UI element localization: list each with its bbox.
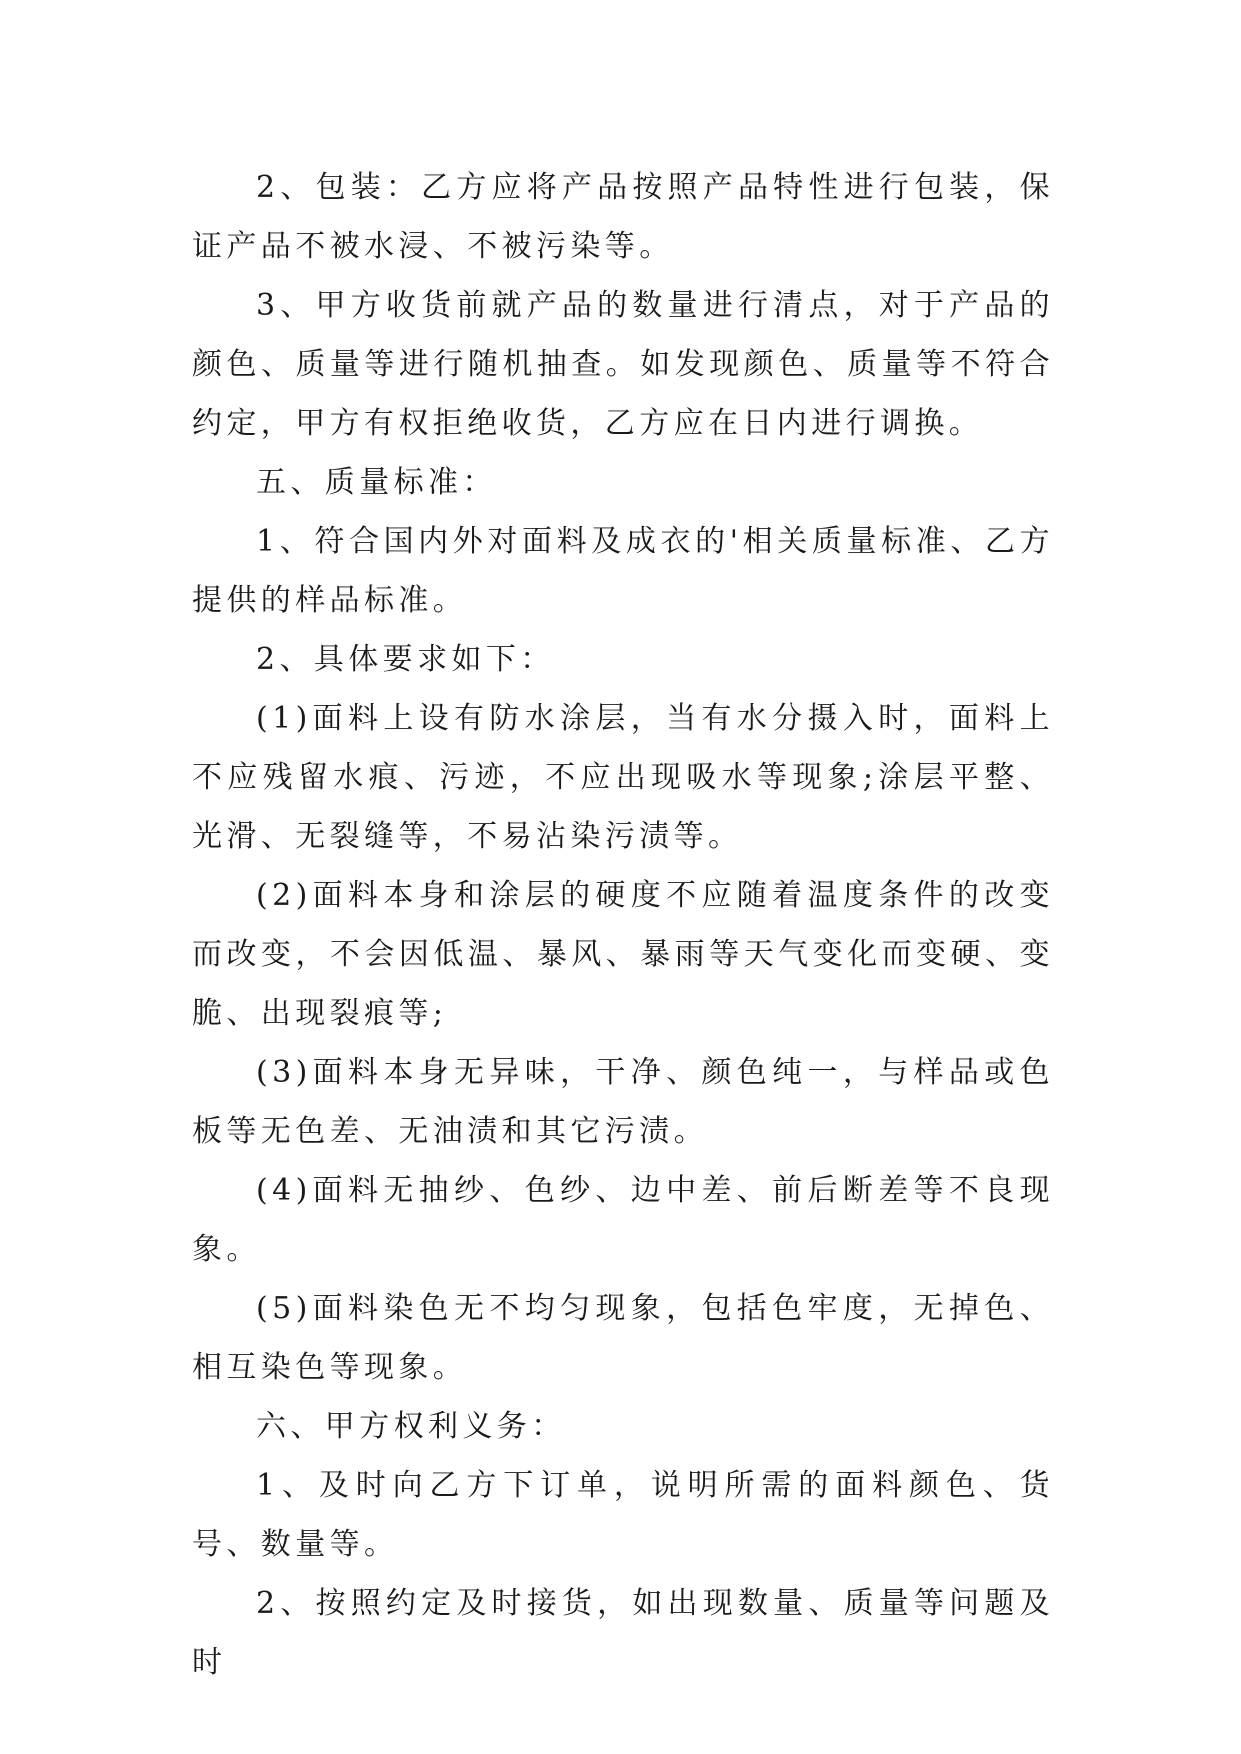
paragraph-standard-compliance: 1、符合国内外对面料及成衣的'相关质量标准、乙方提供的样品标准。 bbox=[192, 524, 1054, 618]
paragraph-receiving-inspection: 3、甲方收货前就产品的数量进行清点，对于产品的颜色、质量等进行随机抽查。如发现颜色、质量等不符合约定，甲方有权拒绝收货，乙方应在日内进行调换。 bbox=[192, 288, 1054, 441]
section-heading-quality-standard: 五、质量标准： bbox=[256, 465, 497, 500]
paragraph-requirement-3: (3)面料本身无异味，干净、颜色纯一，与样品或色板等无色差、无油渍和其它污渍。 bbox=[192, 1055, 1054, 1149]
document-body bbox=[192, 158, 1054, 1692]
paragraph-packaging: 2、包装：乙方应将产品按照产品特性进行包装，保证产品不被水浸、不被污染等。 bbox=[192, 170, 1054, 264]
paragraph-accept-goods: 2、按照约定及时接货，如出现数量、质量等问题及时 bbox=[192, 1586, 1054, 1680]
paragraph-requirement-1: (1)面料上设有防水涂层，当有水分摄入时，面料上不应残留水痕、污迹，不应出现吸水等现象;涂层平整、光滑、无裂缝等，不易沾染污渍等。 bbox=[192, 701, 1054, 854]
paragraph-specific-requirements: 2、具体要求如下： bbox=[256, 642, 555, 677]
section-heading-party-a-rights: 六、甲方权利义务： bbox=[256, 1409, 566, 1444]
paragraph-requirement-4: (4)面料无抽纱、色纱、边中差、前后断差等不良现象。 bbox=[192, 1173, 1054, 1267]
paragraph-requirement-2: (2)面料本身和涂层的硬度不应随着温度条件的改变而改变，不会因低温、暴风、暴雨等天气变化而变硬、变脆、出现裂痕等; bbox=[192, 878, 1054, 1031]
paragraph-place-order: 1、及时向乙方下订单，说明所需的面料颜色、货号、数量等。 bbox=[192, 1468, 1054, 1562]
paragraph-requirement-5: (5)面料染色无不均匀现象，包括色牢度，无掉色、相互染色等现象。 bbox=[192, 1291, 1054, 1385]
